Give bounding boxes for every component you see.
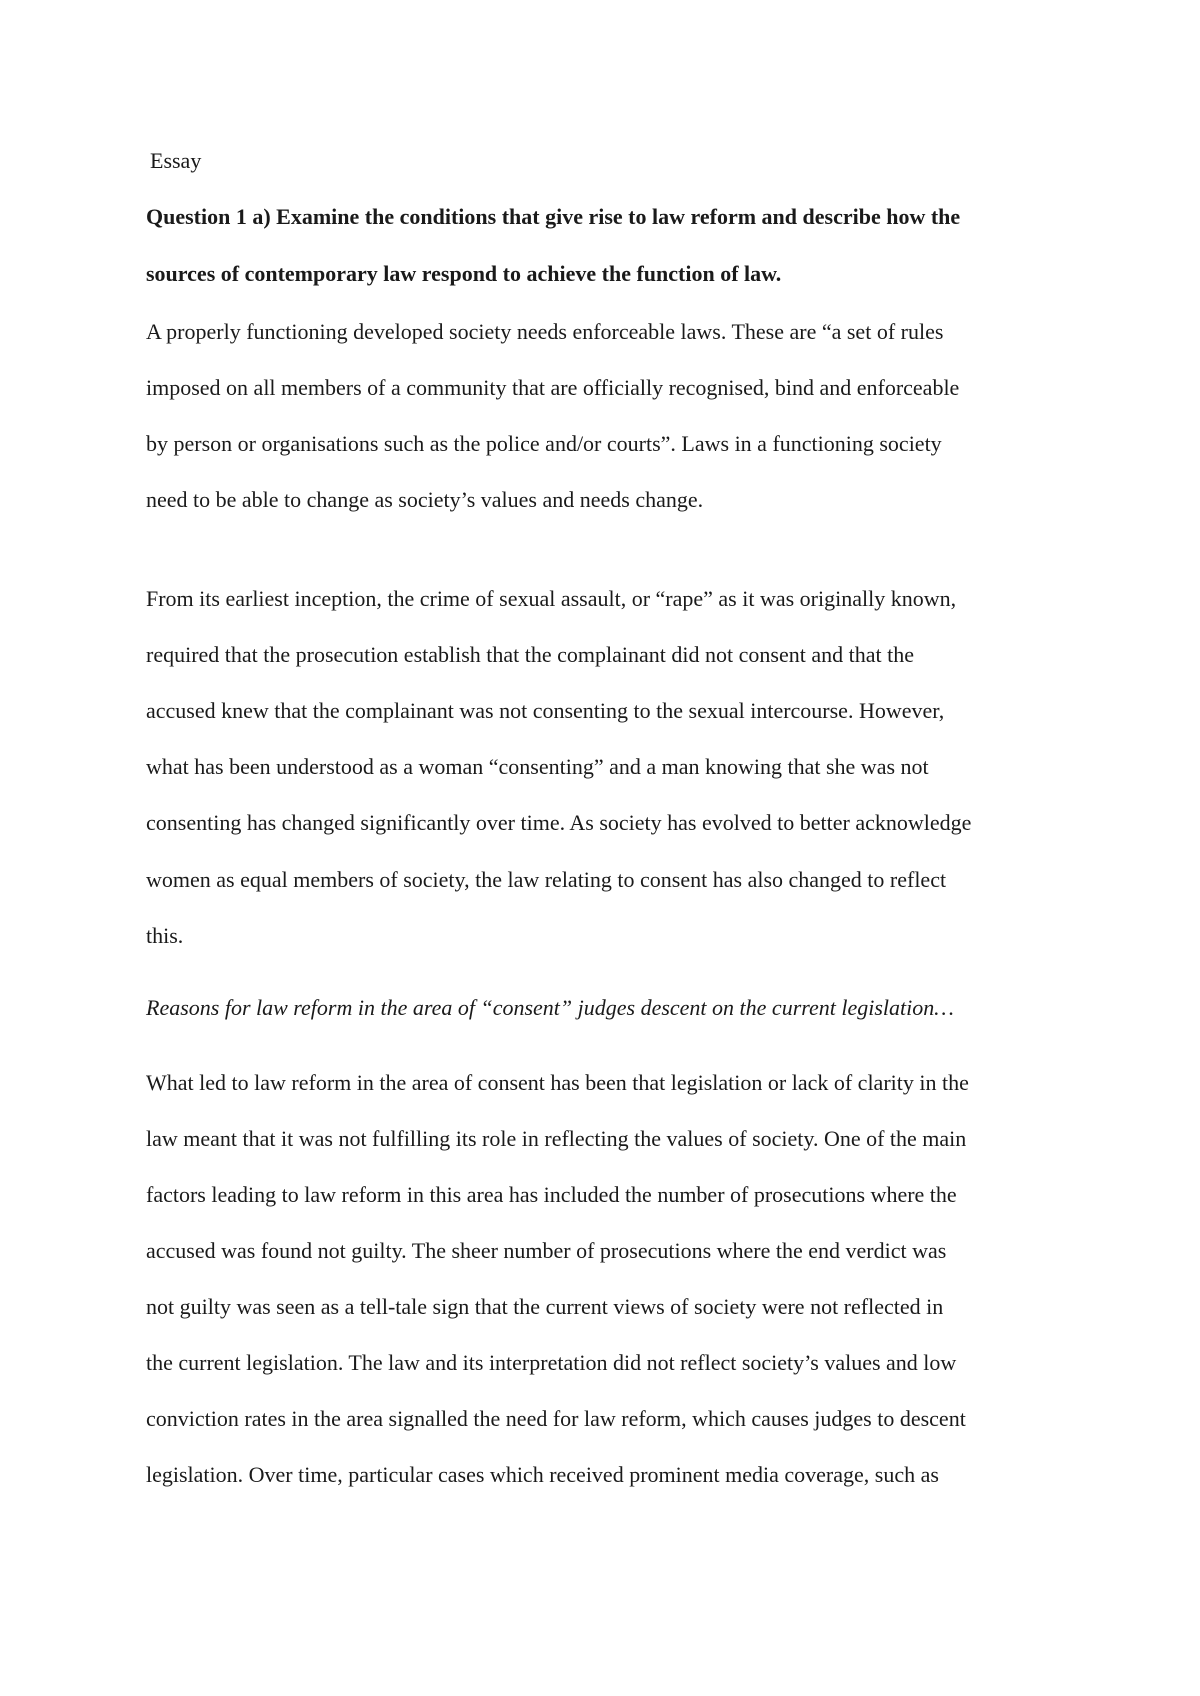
paragraph-3-line-6: the current legislation. The law and its interpretation did not reflect society’s values and low — [146, 1350, 957, 1375]
paragraph-2-line-7: this. — [146, 923, 184, 948]
question-heading-line-1: Question 1 a) Examine the conditions that give rise to law reform and describe how the — [146, 204, 961, 229]
paragraph-3-line-8: legislation. Over time, particular cases which received prominent media coverage, such as — [146, 1462, 939, 1487]
paragraph-2-line-6: women as equal members of society, the law relating to consent has also changed to reflect — [146, 867, 947, 892]
paragraph-2-line-3: accused knew that the complainant was not consenting to the sexual intercourse. However, — [146, 698, 945, 723]
paragraph-1-line-4: need to be able to change as society’s values and needs change. — [146, 487, 704, 512]
paragraph-2-line-5: consenting has changed significantly over time. As society has evolved to better acknowledge — [146, 810, 972, 835]
paragraph-1-line-1: A properly functioning developed society needs enforceable laws. These are “a set of rules — [146, 319, 944, 344]
paragraph-3-line-3: factors leading to law reform in this area has included the number of prosecutions where the — [146, 1182, 957, 1207]
paragraph-3-line-7: conviction rates in the area signalled the need for law reform, which causes judges to descent — [146, 1406, 966, 1431]
paragraph-1-line-3: by person or organisations such as the police and/or courts”. Laws in a functioning society — [146, 431, 942, 456]
paragraph-2-line-1: From its earliest inception, the crime of sexual assault, or “rape” as it was originally known, — [146, 586, 957, 611]
question-heading-line-2: sources of contemporary law respond to achieve the function of law. — [146, 261, 782, 286]
paragraph-3-line-2: law meant that it was not fulfilling its role in reflecting the values of society. One of the main — [146, 1126, 967, 1151]
paragraph-3-line-5: not guilty was seen as a tell-tale sign that the current views of society were not reflected in — [146, 1294, 944, 1319]
paragraph-1-line-2: imposed on all members of a community that are officially recognised, bind and enforceable — [146, 375, 960, 400]
paragraph-3-line-1: What led to law reform in the area of consent has been that legislation or lack of clarity in the — [146, 1070, 969, 1095]
paragraph-3-line-4: accused was found not guilty. The sheer number of prosecutions where the end verdict was — [146, 1238, 947, 1263]
paragraph-2-line-2: required that the prosecution establish that the complainant did not consent and that the — [146, 642, 914, 667]
essay-label: Essay — [150, 148, 202, 173]
paragraph-2-line-4: what has been understood as a woman “consenting” and a man knowing that she was not — [146, 754, 929, 779]
section-subheading: Reasons for law reform in the area of “consent” judges descent on the current legislation… — [146, 995, 954, 1020]
